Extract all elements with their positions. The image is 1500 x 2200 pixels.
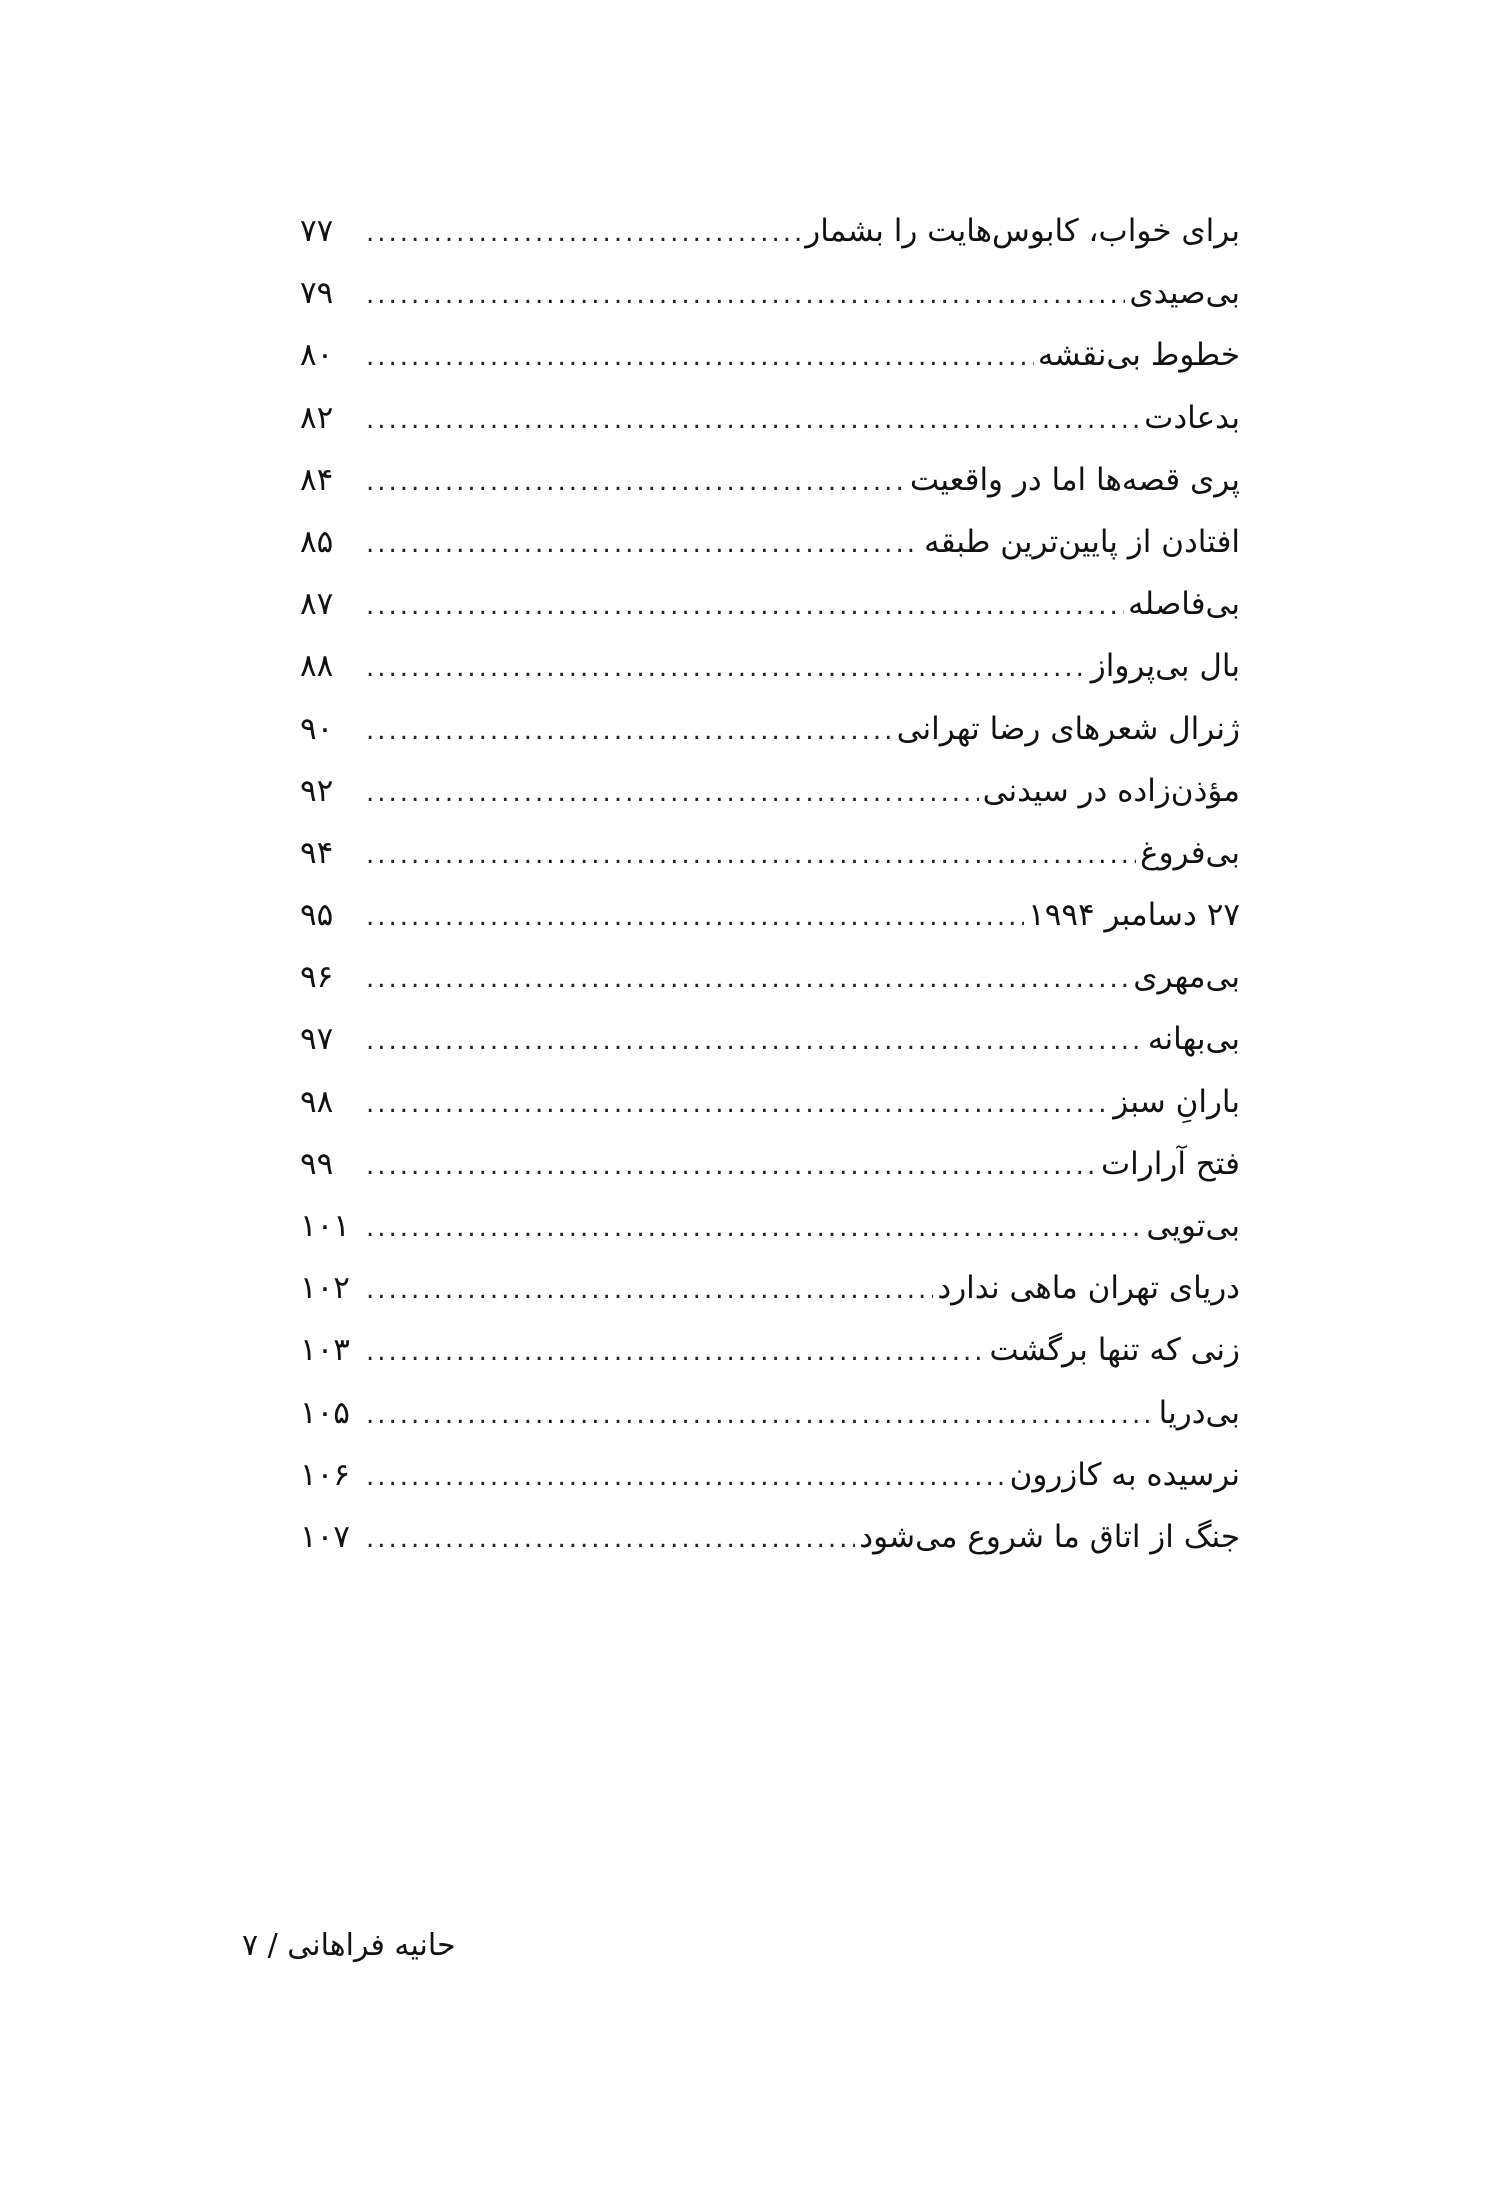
toc-entry-title: فتح آرارات bbox=[1100, 1145, 1240, 1182]
toc-entry-page: ۱۰۳ bbox=[300, 1332, 350, 1369]
toc-entry-title: بی‌دریا bbox=[1158, 1394, 1240, 1431]
dot-leader bbox=[366, 264, 1125, 326]
toc-entry-title: دریای تهران ماهی ندارد bbox=[937, 1270, 1240, 1307]
dot-leader bbox=[366, 1446, 1006, 1508]
toc-entry-page: ۸۸ bbox=[300, 648, 334, 685]
dot-leader bbox=[366, 1508, 855, 1570]
toc-entry-page: ۱۰۲ bbox=[300, 1270, 350, 1307]
toc-entry-title: بال بی‌پرواز bbox=[1090, 648, 1240, 685]
toc-entry-title: برای خواب، کابوس‌هایت را بشمار bbox=[805, 213, 1240, 249]
toc-entry-title: بی‌فروغ bbox=[1140, 834, 1240, 871]
toc-entry bbox=[300, 1506, 1240, 1568]
dot-leader bbox=[366, 824, 1136, 886]
toc-entry bbox=[300, 884, 1240, 946]
toc-entry-page: ۸۴ bbox=[300, 461, 334, 498]
toc-entry-title: جنگ از اتاق ما شروع می‌شود bbox=[859, 1518, 1240, 1555]
dot-leader bbox=[366, 1135, 1097, 1197]
toc-entry-title: خطوط بی‌نقشه bbox=[1037, 337, 1240, 374]
toc-entry bbox=[300, 449, 1240, 511]
toc-entry bbox=[300, 1257, 1240, 1319]
toc-entry-page: ۸۰ bbox=[300, 337, 334, 374]
toc-entry-page: ۹۵ bbox=[300, 897, 334, 934]
toc-entry bbox=[300, 324, 1240, 386]
toc-entry-page: ۱۰۱ bbox=[300, 1208, 350, 1244]
toc-entry-title: ۲۷ دسامبر ۱۹۹۴ bbox=[1028, 897, 1240, 934]
toc-entry-page: ۹۷ bbox=[300, 1021, 334, 1058]
toc-entry-title: مؤذن‌زاده در سیدنی bbox=[982, 772, 1240, 809]
toc-entry-title: زنی که تنها برگشت bbox=[989, 1332, 1240, 1369]
toc-entry-title: بی‌مهری bbox=[1133, 959, 1240, 996]
toc-entry bbox=[300, 760, 1240, 822]
toc-entry-page: ۹۶ bbox=[300, 959, 334, 996]
dot-leader bbox=[366, 762, 979, 824]
toc-entry-page: ۱۰۷ bbox=[300, 1518, 350, 1555]
toc-entry-title: بی‌صیدی bbox=[1129, 275, 1240, 312]
toc-entry-page: ۷۷ bbox=[300, 213, 334, 249]
toc-entry bbox=[300, 1444, 1240, 1506]
toc-entry-page: ۹۲ bbox=[300, 772, 334, 809]
toc-entry-title: بی‌تویی bbox=[1146, 1208, 1240, 1244]
toc-entry bbox=[300, 1008, 1240, 1070]
toc-entry bbox=[300, 262, 1240, 324]
toc-entry bbox=[300, 822, 1240, 884]
dot-leader bbox=[366, 886, 1024, 948]
toc-entry bbox=[300, 1133, 1240, 1195]
dot-leader bbox=[366, 326, 1034, 388]
toc-entry-title: پری قصه‌ها اما در واقعیت bbox=[909, 461, 1240, 498]
toc-entry-page: ۸۵ bbox=[300, 523, 334, 560]
toc-entry bbox=[300, 573, 1240, 635]
dot-leader bbox=[366, 389, 1140, 451]
toc-entry-page: ۹۹ bbox=[300, 1145, 334, 1182]
toc-entry bbox=[300, 387, 1240, 449]
dot-leader bbox=[366, 1197, 1142, 1259]
toc-entry-title: نرسیده به کازرون bbox=[1009, 1456, 1240, 1493]
toc-entry bbox=[300, 946, 1240, 1008]
dot-leader bbox=[366, 1010, 1144, 1072]
toc-entry-title: بی‌فاصله bbox=[1128, 586, 1240, 623]
toc-entry bbox=[300, 698, 1240, 760]
toc-entry-page: ۱۰۵ bbox=[300, 1394, 350, 1431]
toc-entry-title: بارانِ سبز bbox=[1113, 1083, 1240, 1120]
toc-entry bbox=[300, 511, 1240, 573]
toc-entry-title: بدعادت bbox=[1144, 399, 1240, 436]
dot-leader bbox=[366, 1259, 933, 1321]
dot-leader bbox=[366, 700, 893, 762]
toc-entry bbox=[300, 1195, 1240, 1257]
dot-leader bbox=[366, 948, 1129, 1010]
toc-entry bbox=[300, 1382, 1240, 1444]
dot-leader bbox=[366, 1321, 985, 1383]
toc-entry bbox=[300, 635, 1240, 697]
toc-entry-page: ۸۷ bbox=[300, 586, 334, 623]
toc-entry bbox=[300, 200, 1240, 262]
dot-leader bbox=[366, 575, 1124, 637]
dot-leader bbox=[366, 451, 906, 513]
table-of-contents bbox=[300, 200, 1240, 1568]
toc-entry-title: بی‌بهانه bbox=[1147, 1021, 1240, 1058]
toc-entry-page: ۹۰ bbox=[300, 710, 334, 747]
dot-leader bbox=[366, 513, 920, 575]
toc-entry-title: افتادن از پایین‌ترین طبقه bbox=[924, 523, 1240, 560]
toc-entry-page: ۱۰۶ bbox=[300, 1456, 350, 1493]
toc-entry bbox=[300, 1071, 1240, 1133]
dot-leader bbox=[366, 1073, 1109, 1135]
toc-entry-page: ۸۲ bbox=[300, 399, 334, 436]
toc-entry-page: ۹۸ bbox=[300, 1083, 334, 1120]
toc-entry-page: ۹۴ bbox=[300, 834, 334, 871]
dot-leader bbox=[366, 1384, 1155, 1446]
toc-entry-title: ژنرال شعرهای رضا تهرانی bbox=[896, 710, 1240, 747]
dot-leader bbox=[366, 202, 801, 264]
dot-leader bbox=[366, 637, 1087, 699]
toc-entry-page: ۷۹ bbox=[300, 275, 334, 312]
toc-entry bbox=[300, 1319, 1240, 1381]
page-footer: حانیه فراهانی / ۷ bbox=[242, 1928, 456, 1963]
